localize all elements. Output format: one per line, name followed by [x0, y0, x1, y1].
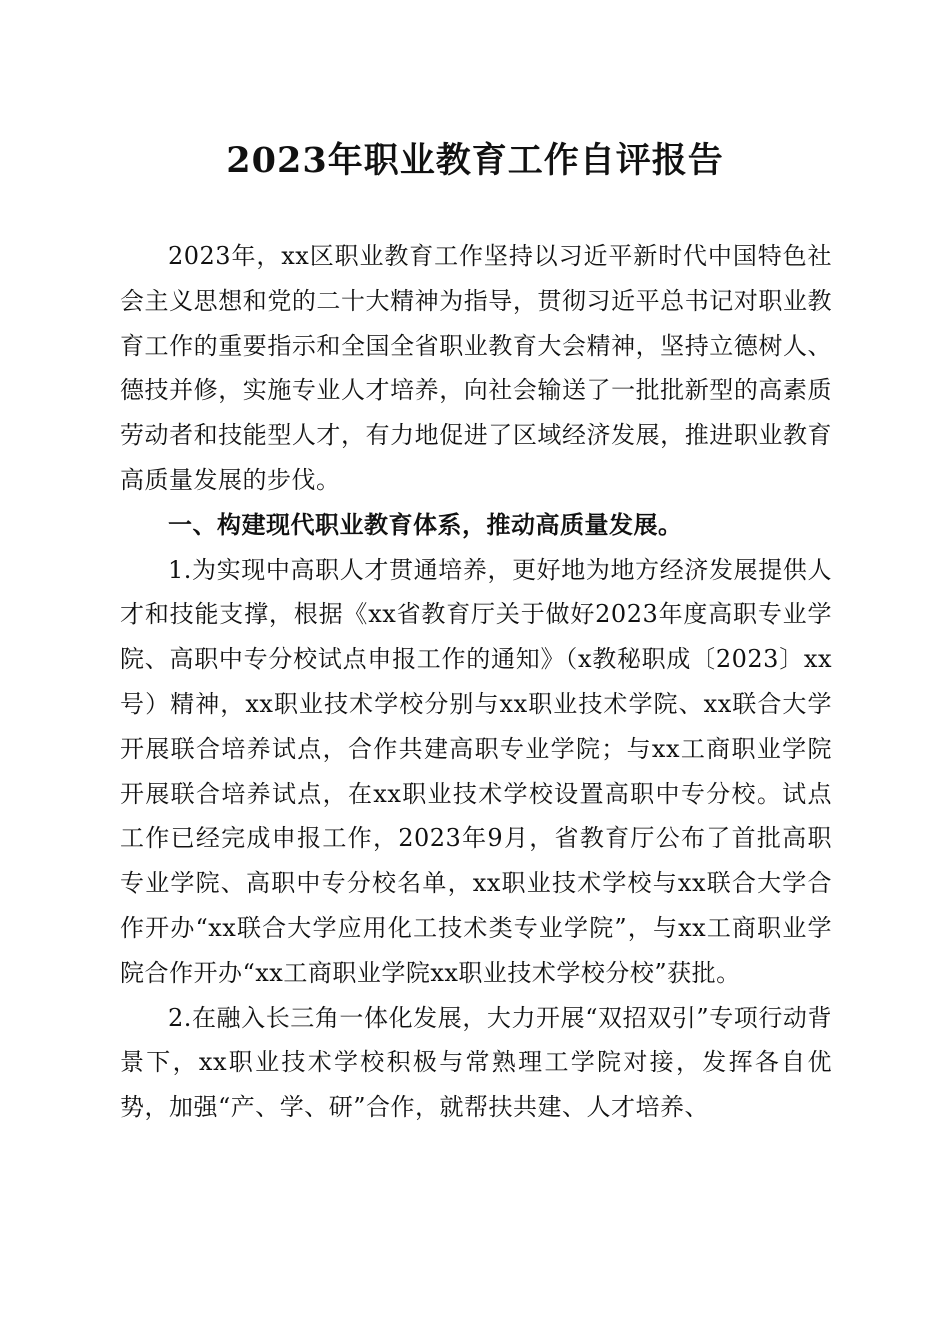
document-body: [120, 234, 832, 1130]
section-heading-1: 一、构建现代职业教育体系，推动高质量发展。: [168, 510, 683, 539]
item-2-paragraph: 2.在融入长三角一体化发展，大力开展“双招双引”专项行动背景下，xx职业技术学校积极与常熟理工学院对接，发挥各自优势，加强“产、学、研”合作，就帮扶共建、人才培养、: [120, 1003, 832, 1122]
intro-paragraph: 2023年，xx区职业教育工作坚持以习近平新时代中国特色社会主义思想和党的二十大精神为指导，贯彻习近平总书记对职业教育工作的重要指示和全国全省职业教育大会精神，坚持立德树人、德技并修，实施专业人才培养，向社会输送了一批批新型的高素质劳动者和技能型人才，有力地促进了区域经济发展，推进职业教育高质量发展的步伐。: [120, 242, 832, 494]
document-title: 2023年职业教育工作自评报告: [226, 140, 724, 181]
item-1-paragraph: 1.为实现中高职人才贯通培养，更好地为地方经济发展提供人才和技能支撑，根据《xx省教育厅关于做好2023年度高职专业学院、高职中专分校试点申报工作的通知》（x教秘职成〔2023〕xx号）精神，xx职业技术学校分别与xx职业技术学院、xx联合大学开展联合培养试点，合作共建高职专业学院；与xx工商职业学院开展联合培养试点，在xx职业技术学校设置高职中专分校。试点工作已经完成申报工作，2023年9月，省教育厅公布了首批高职专业学院、高职中专分校名单，xx职业技术学校与xx联合大学合作开办“xx联合大学应用化工技术类专业学院”，与xx工商职业学院合作开办“xx工商职业学院xx职业技术学校分校”获批。: [120, 555, 832, 987]
